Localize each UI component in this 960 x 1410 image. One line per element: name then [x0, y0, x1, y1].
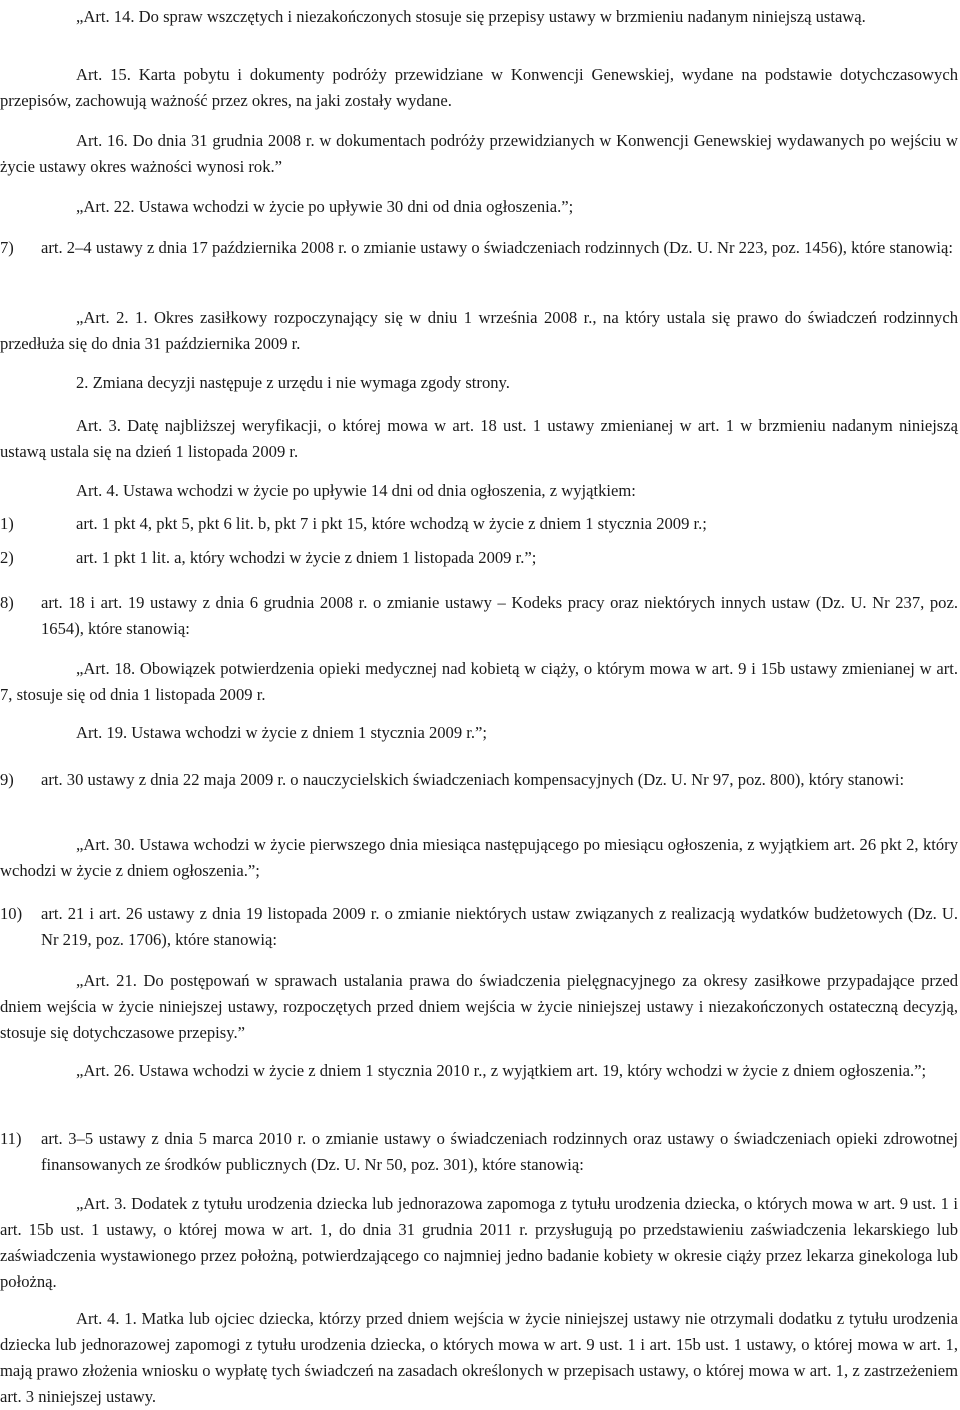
- list-item-text: art. 18 i art. 19 ustawy z dnia 6 grudnia 2008 r. o zmianie ustawy – Kodeks pracy oraz niektórych innych ustaw (Dz. U. Nr 237, poz. 1654), które stanowią:: [41, 593, 958, 638]
- sub-list-item-number: 1): [0, 514, 14, 533]
- list-item-text: art. 3–5 ustawy z dnia 5 marca 2010 r. o zmianie ustawy o świadczeniach rodzinnych oraz ustawy o świadczeniach opieki zdrowotnej finansowanych ze środków publicznych (Dz. U. Nr 50, poz. 301), które stanowią:: [41, 1129, 958, 1174]
- art-18-paragraph: „Art. 18. Obowiązek potwierdzenia opieki medycznej nad kobietą w ciąży, o którym mowa w art. 9 i 15b ustawy zmienianej w art. 7, stosuje się od dnia 1 listopada 2009 r.: [0, 659, 958, 704]
- list-item-text: art. 2–4 ustawy z dnia 17 października 2008 r. o zmianie ustawy o świadczeniach rodzinnych (Dz. U. Nr 223, poz. 1456), które stanowią:: [41, 238, 953, 257]
- sub-list-item-text: art. 1 pkt 1 lit. a, który wchodzi w życie z dniem 1 listopada 2009 r.”;: [76, 548, 537, 567]
- art-19-paragraph: Art. 19. Ustawa wchodzi w życie z dniem 1 stycznia 2009 r.”;: [76, 723, 488, 742]
- art-3-dodatek-paragraph: „Art. 3. Dodatek z tytułu urodzenia dziecka lub jednorazowa zapomoga z tytułu urodzenia dziecka, o których mowa w art. 9 ust. 1 i art. 15b ust. 1 ustawy, o której mowa w art. 1, do dnia 31 grudnia 2011 r. przysługują po przedstawieniu zaświadczenia lekarskiego lub zaświadczenia wystawionego przez położną, potwierdzającego co najmniej jedno badanie kobiety w okresie ciąży przez lekarza ginekologa lub położną.: [0, 1194, 958, 1291]
- art-15-paragraph: Art. 15. Karta pobytu i dokumenty podróży przewidziane w Konwencji Genewskiej, wydane na podstawie dotychczasowych przepisów, zachowują ważność przez okres, na jaki zostały wydane.: [0, 65, 958, 110]
- list-item-number: 7): [0, 238, 14, 257]
- art-21-paragraph: „Art. 21. Do postępowań w sprawach ustalania prawa do świadczenia pielęgnacyjnego za okresy zasiłkowe przypadające przed dniem wejścia w życie niniejszej ustawy, rozpoczętych przed dniem wejścia w życie niniejszej ustawy i niezakończonych ostateczną decyzją, stosuje się dotychczasowe przepisy.”: [0, 971, 958, 1042]
- art-4-matka-paragraph: Art. 4. 1. Matka lub ojciec dziecka, którzy przed dniem wejścia w życie niniejszej ustawy nie otrzymali dodatku z tytułu urodzenia dziecka lub jednorazowej zapomogi z tytułu urodzenia dziecka, o których mowa w art. 9 ust. 1 i art. 15b ust. 1 ustawy, o której mowa w art. 1, mają prawo złożenia wniosku o wypłatę tych świadczeń na zasadach określonych w przepisach ustawy, o której mowa w art. 1, z zastrzeżeniem art. 3 niniejszej ustawy.: [0, 1309, 958, 1406]
- art-30-paragraph: „Art. 30. Ustawa wchodzi w życie pierwszego dnia miesiąca następującego po miesiącu ogłoszenia, z wyjątkiem art. 26 pkt 2, który wchodzi w życie z dniem ogłoszenia.”;: [0, 835, 958, 880]
- list-item-number: 9): [0, 770, 14, 789]
- list-item-number: 10): [0, 904, 23, 923]
- art-4-paragraph: Art. 4. Ustawa wchodzi w życie po upływie 14 dni od dnia ogłoszenia, z wyjątkiem:: [76, 481, 636, 500]
- sub-list-item-text: art. 1 pkt 4, pkt 5, pkt 6 lit. b, pkt 7 i pkt 15, które wchodzą w życie z dniem 1 stycznia 2009 r.;: [76, 514, 707, 533]
- list-item-number: 8): [0, 593, 14, 612]
- art-2-ust-2-paragraph: 2. Zmiana decyzji następuje z urzędu i nie wymaga zgody strony.: [76, 373, 510, 392]
- art-26-paragraph: „Art. 26. Ustawa wchodzi w życie z dniem 1 stycznia 2010 r., z wyjątkiem art. 19, który wchodzi w życie z dniem ogłoszenia.”;: [76, 1061, 927, 1080]
- art-2-paragraph: „Art. 2. 1. Okres zasiłkowy rozpoczynający się w dniu 1 września 2008 r., na który ustala się prawo do świadczeń rodzinnych przedłuża się do dnia 31 października 2009 r.: [0, 308, 958, 353]
- art-22-paragraph: „Art. 22. Ustawa wchodzi w życie po upływie 30 dni od dnia ogłoszenia.”;: [76, 197, 574, 216]
- art-16-paragraph: Art. 16. Do dnia 31 grudnia 2008 r. w dokumentach podróży przewidzianych w Konwencji Genewskiej wydawanych po wejściu w życie ustawy okres ważności wynosi rok.”: [0, 131, 958, 176]
- list-item-text: art. 21 i art. 26 ustawy z dnia 19 listopada 2009 r. o zmianie niektórych ustaw związanych z realizacją wydatków budżetowych (Dz. U. Nr 219, poz. 1706), które stanowią:: [41, 904, 958, 949]
- list-item-number: 11): [0, 1129, 22, 1148]
- art-14-paragraph: „Art. 14. Do spraw wszczętych i niezakończonych stosuje się przepisy ustawy w brzmieniu nadanym niniejszą ustawą.: [76, 7, 866, 26]
- sub-list-item-number: 2): [0, 548, 14, 567]
- art-3-paragraph: Art. 3. Datę najbliższej weryfikacji, o której mowa w art. 18 ust. 1 ustawy zmienianej w art. 1 w brzmieniu nadanym niniejszą ustawą ustala się na dzień 1 listopada 2009 r.: [0, 416, 958, 461]
- list-item-text: art. 30 ustawy z dnia 22 maja 2009 r. o nauczycielskich świadczeniach kompensacyjnych (Dz. U. Nr 97, poz. 800), który stanowi:: [41, 770, 905, 789]
